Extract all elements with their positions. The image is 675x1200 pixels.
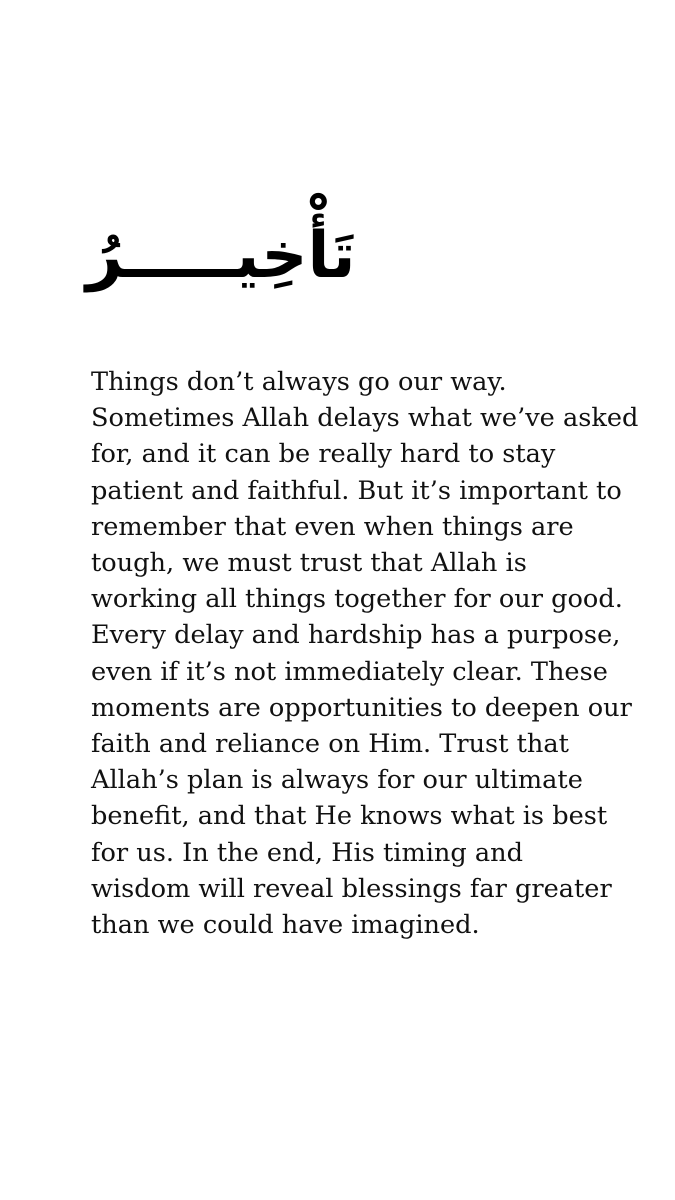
body-line: for, and it can be really hard to stay: [91, 439, 556, 470]
body-line: Sometimes Allah delays what we’ve asked: [91, 403, 639, 434]
body-line: even if it’s not immediately clear. These: [91, 656, 608, 687]
body-line: Allah’s plan is always for our ultimate: [91, 765, 583, 796]
body-line: faith and reliance on Him. Trust that: [91, 729, 569, 760]
body-line: Things don’t always go our way.: [91, 367, 507, 397]
body-line: moments are opportunities to deepen our: [91, 692, 632, 723]
body-line: working all things together for our good.: [91, 584, 623, 615]
body-paragraph: [91, 364, 639, 943]
body-line: remember that even when things are: [91, 511, 574, 542]
body-line: tough, we must trust that Allah is: [91, 548, 527, 579]
body-line: patient and faithful. But it’s important to: [91, 475, 622, 506]
arabic-title: تَأْخِيـــــرُ: [86, 219, 356, 293]
body-line: benefit, and that He knows what is best: [91, 801, 608, 832]
body-line: Every delay and hardship has a purpose,: [91, 620, 621, 651]
body-line: than we could have imagined.: [91, 910, 480, 941]
body-line: for us. In the end, His timing and: [91, 837, 524, 868]
body-line: wisdom will reveal blessings far greater: [91, 873, 612, 904]
